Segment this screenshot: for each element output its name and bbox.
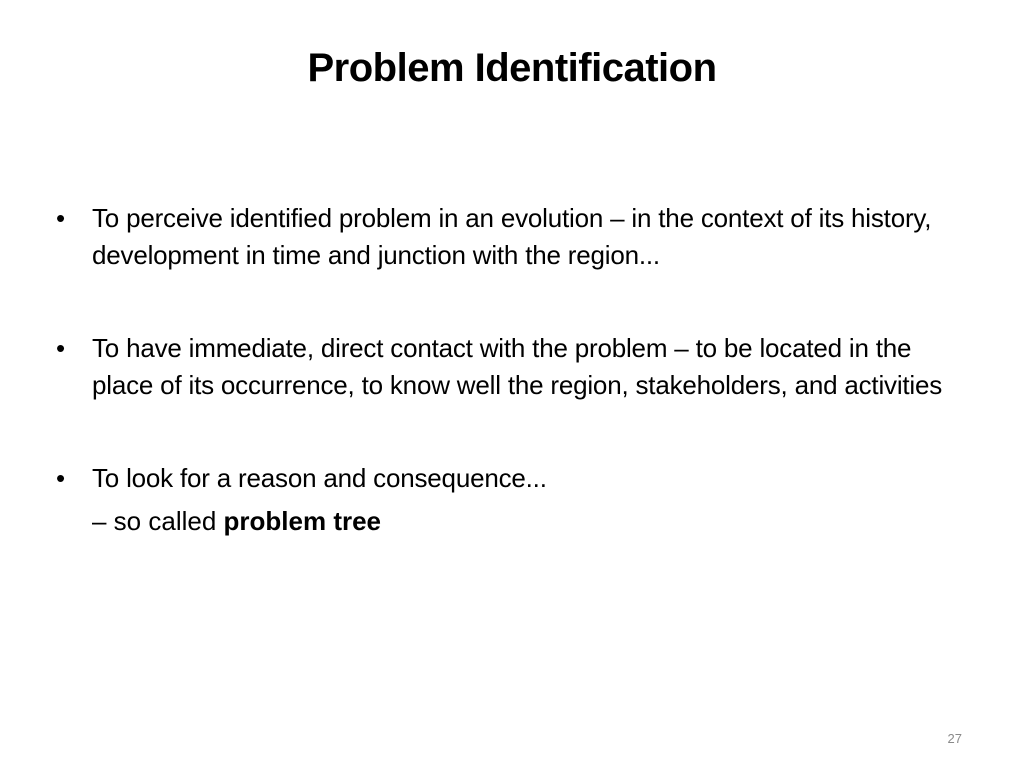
sub-bullet-prefix: – so called — [92, 506, 224, 536]
bullet-marker: • — [56, 463, 65, 493]
sub-bullet-emphasis: problem tree — [223, 506, 382, 536]
bullet-item — [56, 460, 968, 497]
bullet-marker: • — [56, 333, 65, 363]
bullet-list — [56, 200, 968, 540]
bullet-item — [56, 200, 968, 274]
bullet-item — [56, 330, 968, 404]
bullet-text: To perceive identified problem in an evolution – in the context of its history, development in time and junction with the region... — [92, 203, 932, 270]
sub-bullet-line — [56, 503, 968, 540]
slide-title: Problem Identification — [307, 46, 717, 90]
bullet-text: To have immediate, direct contact with the problem – to be located in the place of its occurrence, to know well the region, stakeholders, and activities — [92, 333, 943, 400]
bullet-text: To look for a reason and consequence... — [92, 463, 547, 493]
bullet-marker: • — [56, 203, 65, 233]
page-number: 27 — [947, 731, 962, 746]
